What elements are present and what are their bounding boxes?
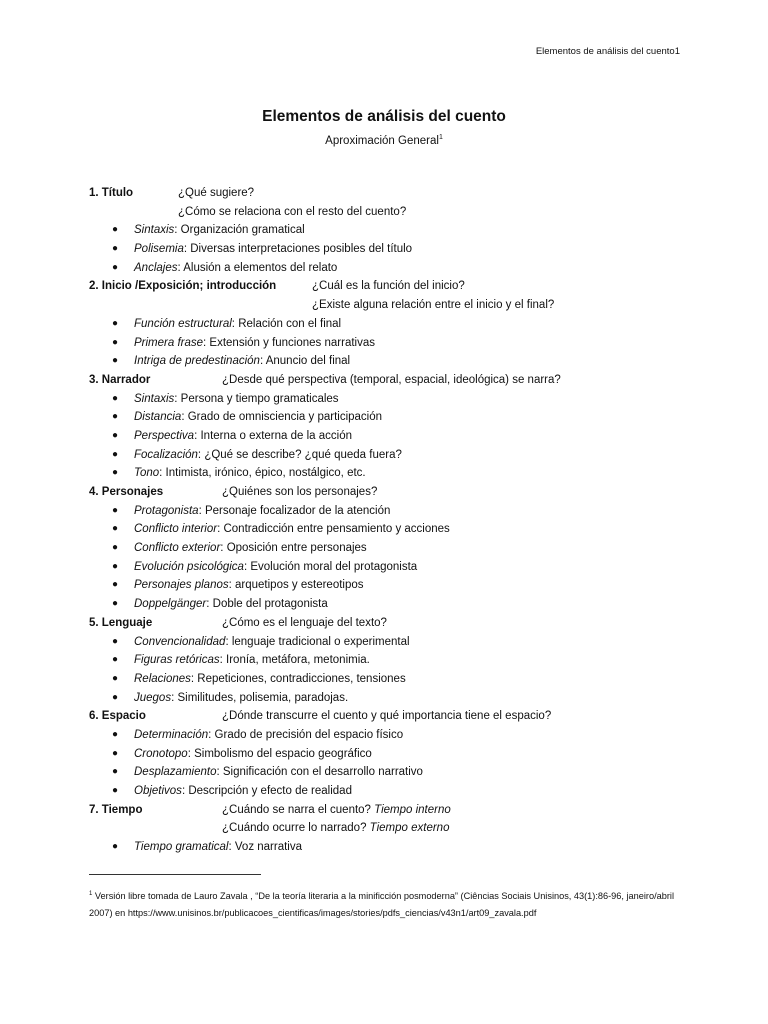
item-separator: :	[220, 542, 227, 555]
item-description: Doble del protagonista	[212, 598, 328, 611]
bullet-item	[89, 464, 689, 483]
bullet-icon: ●	[112, 841, 119, 853]
question-text: ¿Cuándo se narra el cuento?	[222, 803, 375, 816]
bullet-icon: ●	[112, 635, 119, 647]
bullet-icon: ●	[112, 448, 119, 460]
item-separator: :	[190, 672, 198, 685]
section-row	[89, 296, 689, 315]
footnote-number: 1	[89, 891, 93, 897]
bullet-icon: ●	[112, 429, 119, 441]
item-separator: :	[171, 691, 178, 704]
item-separator: :	[181, 785, 189, 797]
bullet-icon: ●	[112, 766, 119, 778]
question-note: Tiempo interno	[374, 803, 451, 816]
section-heading: 4. Personajes	[89, 486, 164, 498]
item-separator: :	[259, 355, 266, 368]
section-row	[89, 819, 689, 838]
item-separator: :	[231, 317, 239, 330]
item-description: Interna o externa de la acción	[200, 429, 353, 442]
item-separator: :	[228, 579, 236, 592]
item-term: Focalización	[134, 448, 198, 461]
item-description: Grado de omnisciencia y participación	[187, 411, 383, 424]
bullet-item	[89, 558, 689, 577]
bullet-icon: ●	[112, 560, 119, 572]
section-question	[222, 707, 551, 726]
item-description: Contradicción entre pensamiento y acciones	[223, 523, 450, 536]
bullet-icon: ●	[112, 523, 119, 535]
question-text: ¿Cuál es la función del inicio?	[312, 280, 465, 293]
section-row	[89, 801, 689, 820]
section-heading: 1. Título	[89, 187, 134, 199]
section-row	[89, 614, 689, 633]
bullet-item	[89, 240, 689, 259]
item-term: Relaciones	[134, 672, 191, 685]
item-separator: :	[174, 392, 181, 405]
bullet-icon: ●	[112, 392, 119, 404]
item-description: Evolución moral del protagonista	[250, 560, 418, 573]
item-separator: :	[198, 504, 205, 517]
bullet-item	[89, 408, 689, 427]
bullet-icon: ●	[112, 243, 119, 255]
bullet-item	[89, 446, 689, 465]
item-term: Protagonista	[134, 504, 199, 517]
item-separator: :	[208, 728, 215, 741]
footnote-divider	[89, 874, 261, 875]
question-note: Tiempo externo	[369, 822, 450, 835]
question-text: ¿Dónde transcurre el cuento y qué importancia tiene el espacio?	[222, 710, 552, 723]
bullet-item	[89, 259, 689, 278]
section-heading: 7. Tiempo	[89, 803, 143, 816]
item-separator: :	[203, 336, 210, 349]
item-description: Anuncio del final	[265, 355, 351, 368]
section-row	[89, 707, 689, 726]
item-description: Significación con el desarrollo narrativo	[222, 766, 423, 779]
section-question	[178, 203, 406, 222]
section-question	[312, 296, 554, 315]
bullet-icon: ●	[112, 261, 119, 273]
bullet-icon: ●	[112, 728, 119, 740]
item-separator: :	[217, 523, 224, 536]
footnote-text-1: Versión libre tomada de Lauro Zavala , “De la teoría literaria a la minificción posmoderna” (Ciências Sociais Unisinos, 43(1):86-96, janeiro/abril	[94, 891, 674, 901]
item-separator: :	[219, 654, 227, 667]
document-title: Elementos de análisis del cuento	[262, 108, 506, 125]
item-description: Voz narrativa	[234, 841, 303, 854]
item-separator: :	[183, 243, 191, 256]
item-description: Intimista, irónico, épico, nostálgico, etc.	[165, 467, 366, 480]
section-heading: 6. Espacio	[89, 710, 146, 723]
question-text: ¿Cómo es el lenguaje del texto?	[222, 616, 387, 629]
item-description: Personaje focalizador de la atención	[204, 504, 391, 517]
item-description: Organización gramatical	[180, 224, 305, 237]
bullet-item	[89, 726, 689, 745]
bullet-item	[89, 782, 689, 801]
section-heading: 3. Narrador	[89, 373, 151, 386]
item-description: ¿Qué se describe? ¿qué queda fuera?	[204, 448, 402, 461]
bullet-icon: ●	[112, 411, 119, 423]
item-term: Polisemia	[134, 243, 184, 256]
footnote	[89, 886, 689, 922]
item-term: Doppelgänger	[134, 598, 207, 611]
item-description: Similitudes, polisemia, paradojas.	[177, 691, 349, 704]
bullet-item	[89, 520, 689, 539]
section-question	[222, 819, 449, 838]
bullet-icon: ●	[112, 317, 119, 329]
section-heading: 2. Inicio /Exposición; introducción	[89, 280, 277, 293]
section-question	[178, 184, 254, 203]
bullet-icon: ●	[112, 467, 119, 479]
item-term: Sintaxis	[134, 392, 175, 405]
section-row	[89, 184, 689, 203]
item-separator: :	[206, 598, 213, 611]
bullet-item	[89, 595, 689, 614]
bullet-item	[89, 315, 689, 334]
item-description: Diversas interpretaciones posibles del título	[190, 243, 413, 256]
bullet-icon: ●	[112, 579, 119, 591]
item-description: Ironía, metáfora, metonimia.	[226, 654, 370, 667]
bullet-icon: ●	[112, 672, 119, 684]
footnote-line: 2007) en https://www.unisinos.br/publicacoes_cientificas/images/stories/pdfs_ciencias/v43n1/art09_zavala.pdf	[89, 908, 537, 918]
item-term: Tiempo gramatical	[134, 841, 229, 854]
bullet-icon: ●	[112, 654, 119, 666]
item-separator: :	[194, 429, 201, 442]
bullet-item	[89, 427, 689, 446]
item-description: arquetipos y estereotipos	[235, 579, 364, 592]
item-term: Tono	[134, 467, 160, 480]
item-separator: :	[174, 224, 181, 237]
section-row	[89, 483, 689, 502]
item-term: Juegos	[134, 691, 172, 704]
section-heading: 5. Lenguaje	[89, 616, 153, 629]
item-description: Descripción y efecto de realidad	[188, 785, 352, 797]
item-separator: :	[197, 448, 205, 461]
bullet-icon: ●	[112, 224, 119, 236]
footnote-mark: 1	[438, 134, 443, 141]
bullet-item	[89, 539, 689, 558]
item-term: Primera frase	[134, 336, 204, 349]
section-row	[89, 277, 689, 296]
bullet-item	[89, 390, 689, 409]
bullet-item	[89, 838, 689, 857]
section-question	[312, 277, 465, 296]
document-subtitle	[0, 134, 768, 147]
item-separator: :	[243, 560, 251, 573]
section-row	[89, 203, 689, 222]
bullet-item	[89, 670, 689, 689]
bullet-item	[89, 334, 689, 353]
item-separator: :	[177, 261, 184, 274]
footnote-line	[89, 886, 689, 905]
item-separator: :	[187, 747, 195, 760]
question-text: ¿Cuándo ocurre lo narrado?	[222, 822, 370, 835]
section-question	[222, 371, 561, 390]
bullet-icon: ●	[112, 542, 119, 554]
bullet-item	[89, 763, 689, 782]
item-term: Determinación	[134, 728, 209, 741]
item-term: Objetivos	[134, 785, 182, 797]
item-term: Función estructural	[134, 317, 232, 330]
bullet-icon: ●	[112, 785, 119, 796]
bullet-icon: ●	[112, 504, 119, 516]
section-question	[222, 801, 451, 820]
bullet-item	[89, 689, 689, 708]
item-term: Intriga de predestinación	[134, 355, 260, 368]
item-term: Anclajes	[134, 261, 178, 274]
item-separator: :	[225, 635, 232, 648]
question-text: ¿Qué sugiere?	[178, 187, 255, 199]
item-term: Perspectiva	[134, 429, 195, 442]
question-text: ¿Desde qué perspectiva (temporal, espacial, ideológica) se narra?	[222, 373, 561, 386]
item-separator: :	[228, 841, 235, 854]
item-term: Personajes planos	[134, 579, 229, 592]
bullet-item	[89, 352, 689, 371]
running-header: Elementos de análisis del cuento1	[535, 46, 680, 57]
bullet-icon: ●	[112, 336, 119, 348]
bullet-item	[89, 221, 689, 240]
item-term: Distancia	[134, 411, 182, 424]
bullet-icon: ●	[112, 747, 119, 759]
item-term: Conflicto exterior	[134, 542, 221, 555]
item-separator: :	[181, 411, 188, 424]
item-term: Desplazamiento	[134, 766, 217, 779]
item-description: Alusión a elementos del relato	[183, 261, 338, 274]
bullet-item	[89, 633, 689, 652]
item-description: Grado de precisión del espacio físico	[214, 728, 404, 741]
item-term: Figuras retóricas	[134, 654, 220, 667]
bullet-icon: ●	[112, 355, 119, 367]
item-separator: :	[159, 467, 166, 480]
section-question	[222, 614, 387, 633]
bullet-item	[89, 576, 689, 595]
question-text: ¿Existe alguna relación entre el inicio y el final?	[312, 299, 555, 312]
bullet-item	[89, 502, 689, 521]
item-description: Relación con el final	[238, 317, 342, 330]
item-description: lenguaje tradicional o experimental	[231, 635, 410, 648]
item-term: Convencionalidad	[134, 635, 226, 648]
item-description: Repeticiones, contradicciones, tensiones	[197, 672, 406, 685]
item-term: Evolución psicológica	[134, 560, 244, 573]
outline-body	[89, 184, 689, 857]
section-row	[89, 371, 689, 390]
item-term: Conflicto interior	[134, 523, 218, 536]
item-description: Simbolismo del espacio geográfico	[194, 747, 372, 760]
item-term: Sintaxis	[134, 224, 175, 237]
question-text: ¿Quiénes son los personajes?	[222, 486, 378, 498]
item-description: Persona y tiempo gramaticales	[180, 392, 339, 405]
item-term: Cronotopo	[134, 747, 188, 760]
bullet-icon: ●	[112, 598, 119, 610]
subtitle-text: Aproximación General	[325, 135, 439, 147]
bullet-icon: ●	[112, 691, 119, 703]
item-description: Extensión y funciones narrativas	[209, 336, 375, 349]
item-description: Oposición entre personajes	[226, 542, 367, 555]
section-question	[222, 483, 377, 502]
item-separator: :	[216, 766, 223, 779]
bullet-item	[89, 651, 689, 670]
bullet-item	[89, 745, 689, 764]
question-text: ¿Cómo se relaciona con el resto del cuento?	[178, 205, 407, 218]
